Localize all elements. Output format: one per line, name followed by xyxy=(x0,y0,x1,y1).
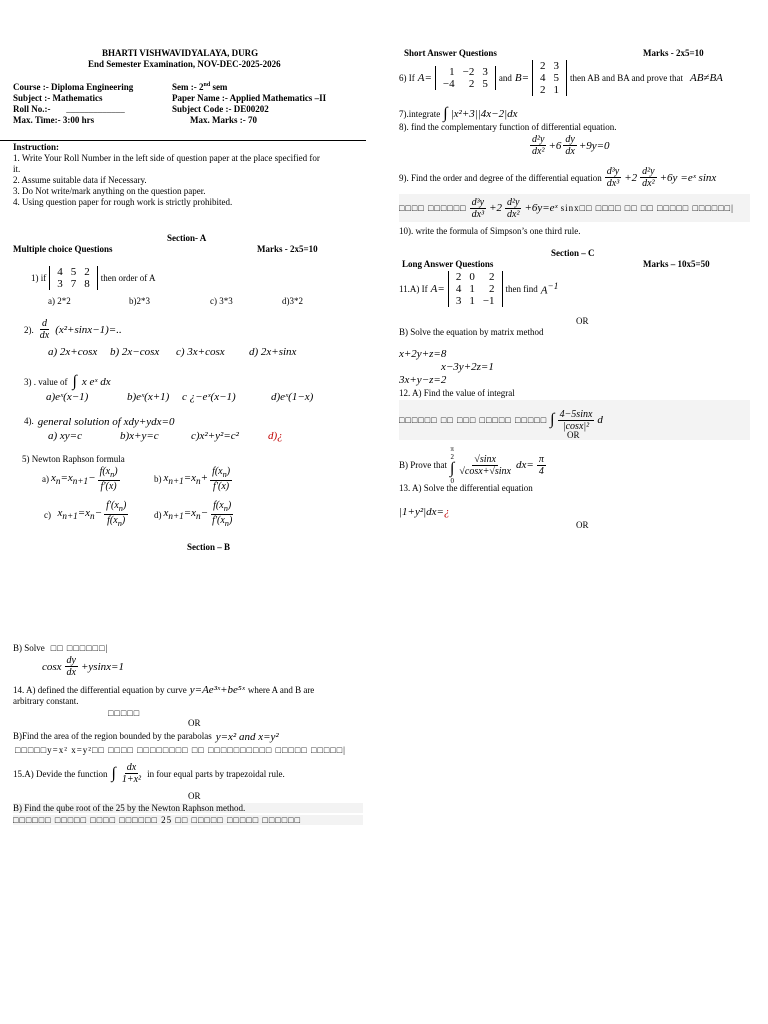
q11b-eq3: 3x+y−z=2 xyxy=(399,374,447,386)
q14b: B)Find the area of the region bounded by the parabolas y=x² and x=y² xyxy=(13,731,279,743)
instructions-title: Instruction: xyxy=(13,142,60,152)
q6: 6) If A= 1 −2 3 −4 2 5 and B= 2 3 4 5 2 1 then AB and BA and prove that AB≠BA xyxy=(399,60,723,96)
q5-option-a: a) $x_n=x_{n+1}-$ $\frac{f(x_n)}{f'(x)}$ xyxy=(42,466,118,492)
q3-option-c: c ¿−eˣ(x−1) xyxy=(182,391,236,403)
q12b: B) Prove that π 2 ∫ 0 $\frac{√\sin x}{√\cos x+√\sin x}$ dx= $\frac{\pi}{4}$ xyxy=(399,445,544,485)
q12-or: OR xyxy=(567,430,580,440)
q14a-hindi: □□□□□ xyxy=(108,708,141,718)
q11b: B) Solve the equation by matrix method xyxy=(399,327,544,337)
q1: 1) if 4 5 2 3 7 8 then order of A xyxy=(31,266,156,290)
instruction-1-cont: it. xyxy=(13,164,21,174)
q15-or: OR xyxy=(188,791,201,801)
q5-option-d: d) $x_{n+1}=x_n-$ $\frac{f(x_n)}{f'(x_n)}$ xyxy=(154,500,233,528)
max-time: Max. Time:- 3:00 hrs xyxy=(13,115,95,125)
q11b-eq2: x−3y+2z=1 xyxy=(441,361,494,373)
short-answer-title: Short Answer Questions xyxy=(404,48,497,58)
paper-name: Paper Name :- Applied Mathematics –II xyxy=(172,93,327,103)
q2: 2). $\frac{d}{dx}$ (x²+sinx−1)=.. xyxy=(24,318,122,341)
exam-title: End Semester Examination, NOV-DEC-2025-2026 xyxy=(88,59,281,69)
q9-hindi: □□□□ □□□□□□ $\frac{\text{d³y}}{\text{dx³}}$ +2 $\frac{\text{d²y}}{\text{dx²}}$ +6y=eˣ sinx□□ □□□□ □□ □□ □□□□□ □□□□□□| xyxy=(399,194,750,222)
q8-equation: $\frac{\text{d²y}}{\text{dx²}}$ +6 $\frac{dy}{dx}$ +9y=0 xyxy=(532,134,610,157)
q3-option-a: a)eˣ(x−1) xyxy=(46,391,89,403)
university-title: BHARTI VISHWAVIDYALAYA, DURG xyxy=(102,48,259,58)
course: Course :- Diploma Engineering xyxy=(13,82,134,92)
mcq-title: Multiple choice Questions xyxy=(13,244,113,254)
q4-option-b: b)x+y=c xyxy=(120,430,159,442)
q14-or: OR xyxy=(188,718,201,728)
instruction-3: 3. Do Not write/mark anything on the question paper. xyxy=(13,186,206,196)
q4: 4). general solution of xdy+ydx=0 xyxy=(24,416,175,428)
q2-option-a: a) 2x+cosx xyxy=(48,346,98,358)
q1-option-a: a) 2*2 xyxy=(48,296,71,306)
q5-option-c: c) $x_{n+1}=x_n-$ $\frac{f'(x_n)}{f(x_n)}$ xyxy=(44,500,127,528)
section-b-equation: cosx $\frac{dy}{dx}$ +ysinx=1 xyxy=(42,655,124,678)
q5-option-b: b) $x_{n+1}=x_n+$ $\frac{f(x_n)}{f'(x)}$ xyxy=(154,466,231,492)
q15b: B) Find the qube root of the 25 by the Newton Raphson method. xyxy=(13,803,363,813)
q11b-eq1: x+2y+z=8 xyxy=(399,348,447,360)
q2-option-c: c) 3x+cosx xyxy=(176,346,225,358)
section-a-title: Section- A xyxy=(167,233,207,243)
semester: Sem :- 2nd sem xyxy=(172,82,228,92)
header-divider xyxy=(0,140,366,141)
q4-option-a: a) xy=c xyxy=(48,430,82,442)
mcq-marks: Marks - 2x5=10 xyxy=(257,244,318,254)
instruction-1: 1. Write Your Roll Number in the left side of question paper at the place specified for xyxy=(13,153,320,163)
q15b-hindi: □□□□□□ □□□□□ □□□□ □□□□□□ 25 □□ □□□□□ □□□□□ □□□□□□ xyxy=(13,815,363,825)
roll-no: Roll No.:- _____________ xyxy=(13,104,125,114)
q12a: 12. A) Find the value of integral xyxy=(399,388,515,398)
section-c-title: Section – C xyxy=(551,248,595,258)
q1-option-b: b)2*3 xyxy=(129,296,150,306)
q1-option-d: d)3*2 xyxy=(282,296,303,306)
q5: 5) Newton Raphson formula xyxy=(22,454,125,464)
section-b-solve: B) Solve □□ □□□□□□| xyxy=(13,643,109,653)
q13-or: OR xyxy=(576,520,589,530)
q12a-hindi: □□□□□□ □□ □□□ □□□□□ □□□□□ ∫ $\frac{4-5\sin x}{\text{|cosx|²}}$ d xyxy=(399,400,750,440)
subject-code: Subject Code :- DE00202 xyxy=(172,104,269,114)
q11-matrix: 2 0 2 4 1 2 3 1 −1 xyxy=(448,271,503,307)
section-b-title: Section – B xyxy=(187,542,231,552)
q14a-cont: arbitrary constant. xyxy=(13,696,79,706)
q8: 8). find the complementary function of differential equation. xyxy=(399,122,617,132)
q13-equation: |1+y²|dx=¿ xyxy=(399,506,450,518)
q14b-hindi: □□□□□y=x² x=y²□□ □□□□ □□□□□□□□ □□ □□□□□□□□□□ □□□□□ □□□□□| xyxy=(15,745,346,755)
q4-option-c: c)x²+y²=c² xyxy=(191,430,239,442)
q11-or: OR xyxy=(576,316,589,326)
short-answer-marks: Marks - 2x5=10 xyxy=(643,48,704,58)
long-answer-title: Long Answer Questions xyxy=(402,259,494,269)
q14a: 14. A) defined the differential equation by curve y=Ae³ˣ+be⁵ˣ where A and B are xyxy=(13,684,315,696)
q6-matrix-b: 2 3 4 5 2 1 xyxy=(532,60,567,96)
q2-option-d: d) 2x+sinx xyxy=(249,346,297,358)
q7: 7).integrate ∫ |x²+3||4x−2|dx xyxy=(399,105,518,122)
q2-option-b: b) 2x−cosx xyxy=(110,346,160,358)
q3-option-b: b)eˣ(x+1) xyxy=(127,391,170,403)
q1-matrix: 4 5 2 3 7 8 xyxy=(49,266,98,290)
instruction-4: 4. Using question paper for rough work is strictly prohibited. xyxy=(13,197,233,207)
q13a: 13. A) Solve the differential equation xyxy=(399,483,533,493)
long-answer-marks: Marks – 10x5=50 xyxy=(643,259,710,269)
q15a: 15.A) Devide the function ∫ $\frac{dx}{\text{1+x²}}$ in four equal parts by trapezoidal rule. xyxy=(13,762,285,785)
q9: 9). Find the order and degree of the differential equation $\frac{\text{d³y}}{\text{dx³}}$ +2 $\frac{\text{d²y}}{\text{dx²}}$ +6y =eˣ sinx xyxy=(399,166,717,189)
subject: Subject :- Mathematics xyxy=(13,93,103,103)
q1-option-c: c) 3*3 xyxy=(210,296,233,306)
max-marks: Max. Marks :- 70 xyxy=(190,115,257,125)
instruction-2: 2. Assume suitable data if Necessary. xyxy=(13,175,147,185)
q4-option-d: d)¿ xyxy=(268,430,283,442)
q3: 3) . value of ∫ x eˣ dx xyxy=(24,373,111,390)
q3-option-d: d)eˣ(1−x) xyxy=(271,391,314,403)
q10: 10). write the formula of Simpson’s one third rule. xyxy=(399,226,581,236)
q6-matrix-a: 1 −2 3 −4 2 5 xyxy=(435,66,496,90)
q11a: 11.A) If A= 2 0 2 4 1 2 3 1 −1 then find $A^{-1}$ xyxy=(399,271,559,307)
